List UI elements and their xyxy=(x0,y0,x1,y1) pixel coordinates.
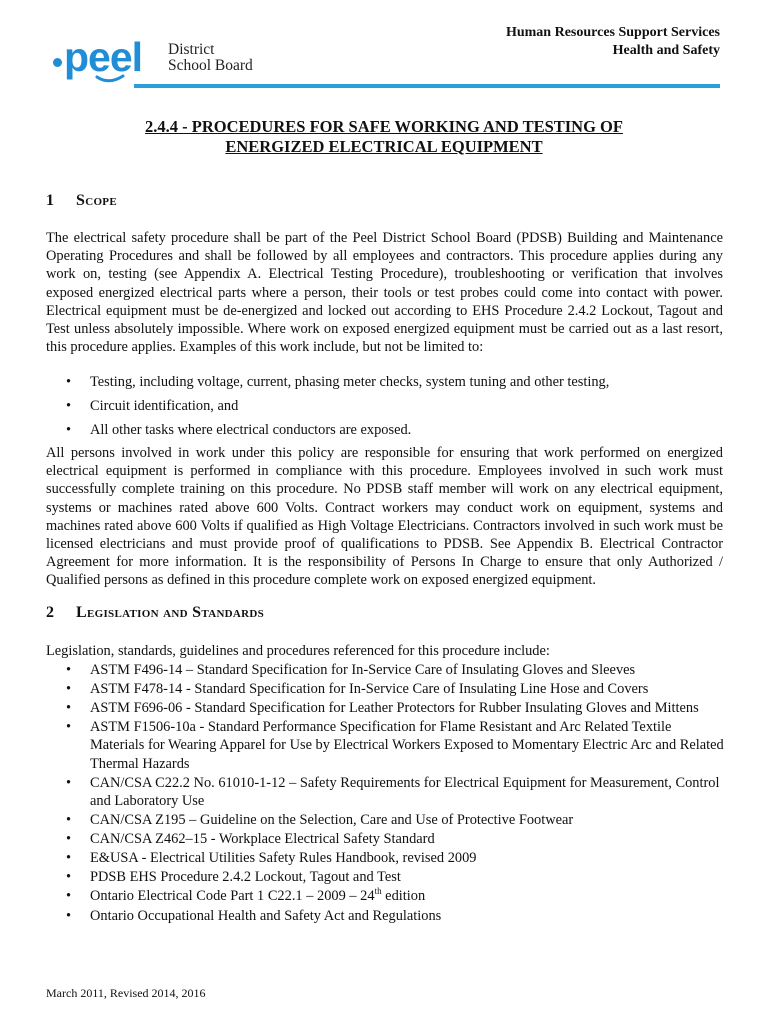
scope-bullets xyxy=(46,373,726,446)
section2-title: Legislation and Standards xyxy=(76,604,265,621)
list-item-oec xyxy=(46,887,726,905)
oec-tail: edition xyxy=(381,888,426,905)
list-item: • Ontario Occupational Health and Safety Act and Regulations xyxy=(46,907,726,925)
section2-heading xyxy=(46,604,264,622)
section1-number: 1 xyxy=(46,192,54,209)
list-item: • CAN/CSA Z462–15 - Workplace Electrical Safety Standard xyxy=(46,830,726,848)
legislation-intro: Legislation, standards, guidelines and procedures referenced for this procedure include: xyxy=(46,643,550,659)
list-item: • ASTM F696-06 - Standard Specification for Leather Protectors for Rubber Insulating Gloves and Mittens xyxy=(46,699,726,717)
logo-board-name xyxy=(168,42,253,73)
list-item: • ASTM F496-14 – Standard Specification for In-Service Care of Insulating Gloves and Sleeves xyxy=(46,661,726,679)
section1-heading xyxy=(46,192,117,210)
list-item: • ASTM F1506-10a - Standard Performance Specification for Flame Resistant and Arc Related Textile Materials for Wearing Apparel for Use by Electrical Workers Exposed to Momentary Electric Arc and Related Thermal Hazards xyxy=(46,718,726,773)
peel-logo xyxy=(52,34,282,88)
section2-number: 2 xyxy=(46,604,54,621)
list-item: • E&USA - Electrical Utilities Safety Rules Handbook, revised 2009 xyxy=(46,849,726,867)
list-item: • CAN/CSA C22.2 No. 61010-1-12 – Safety Requirements for Electrical Equipment for Measurement, Control and Laboratory Use xyxy=(46,774,726,810)
list-item: • Circuit identification, and xyxy=(46,397,726,415)
section1-title: Scope xyxy=(76,192,117,209)
doc-title-line2: ENERGIZED ELECTRICAL EQUIPMENT xyxy=(225,137,543,156)
scope-paragraph: The electrical safety procedure shall be part of the Peel District School Board (PDSB) Building and Maintenance Operating Procedures and shall be followed by all employees and contractors. This procedure applies during any work on, testing (see Appendix A. Electrical Testing Procedure), troubleshooting or verification that involves exposed energized electrical parts where a person, their tools or test probes could come into contact with power. Electrical equipment must be de-energized and locked out according to EHS Procedure 2.4.2 Lockout, Tagout and Test unless absolutely impossible. Where work on exposed energized equipment must be carried out as a last resort, this procedure applies. Examples of this work include, but not be limited to: xyxy=(46,230,723,356)
doc-title-line1: 2.4.4 - PROCEDURES FOR SAFE WORKING AND TESTING OF xyxy=(145,117,623,136)
responsibility-paragraph: All persons involved in work under this policy are responsible for ensuring that work performed on energized electrical equipment is performed in compliance with this procedure. Employees involved in such work must successfully complete training on this procedure. No PDSB staff member will work on any electrical equipment, systems or machines rated above 600 Volts. Contract workers may conduct work on equipment, systems and machines rated above 600 Volts if qualified as High Voltage Electricians. Contractors involved in such work must be licensed electricians and must provide proof of qualifications to PDSB. See Appendix B. Electrical Contractor Agreement for more information. It is the responsibility of Persons In Charge to ensure that only Authorized / Qualified persons as defined in this procedure complete work on exposed energized equipment. xyxy=(46,445,723,589)
list-item: • CAN/CSA Z195 – Guideline on the Selection, Care and Use of Protective Footwear xyxy=(46,811,726,829)
list-item: • PDSB EHS Procedure 2.4.2 Lockout, Tagout and Test xyxy=(46,868,726,886)
list-item: • Testing, including voltage, current, phasing meter checks, system tuning and other testing, xyxy=(46,373,726,391)
logo-dot-icon xyxy=(53,58,62,67)
legislation-list xyxy=(46,661,726,926)
list-item: • ASTM F478-14 - Standard Specification for In-Service Care of Insulating Line Hose and Covers xyxy=(46,680,726,698)
oec-sup: th xyxy=(374,886,382,897)
logo-line1: District xyxy=(168,41,215,58)
header-rule xyxy=(134,84,720,88)
department-line2: Health and Safety xyxy=(612,43,720,58)
department-line1: Human Resources Support Services xyxy=(505,25,720,40)
footer-date: March 2011, Revised 2014, 2016 xyxy=(46,986,206,1000)
department-header xyxy=(506,24,720,60)
list-item: • All other tasks where electrical conductors are exposed. xyxy=(46,421,726,439)
smile-icon xyxy=(63,46,129,86)
logo-line2: School Board xyxy=(168,56,253,74)
logo-word: peel xyxy=(64,34,143,80)
oec-main: Ontario Electrical Code Part 1 C22.1 – 2009 – 24 xyxy=(90,888,375,905)
